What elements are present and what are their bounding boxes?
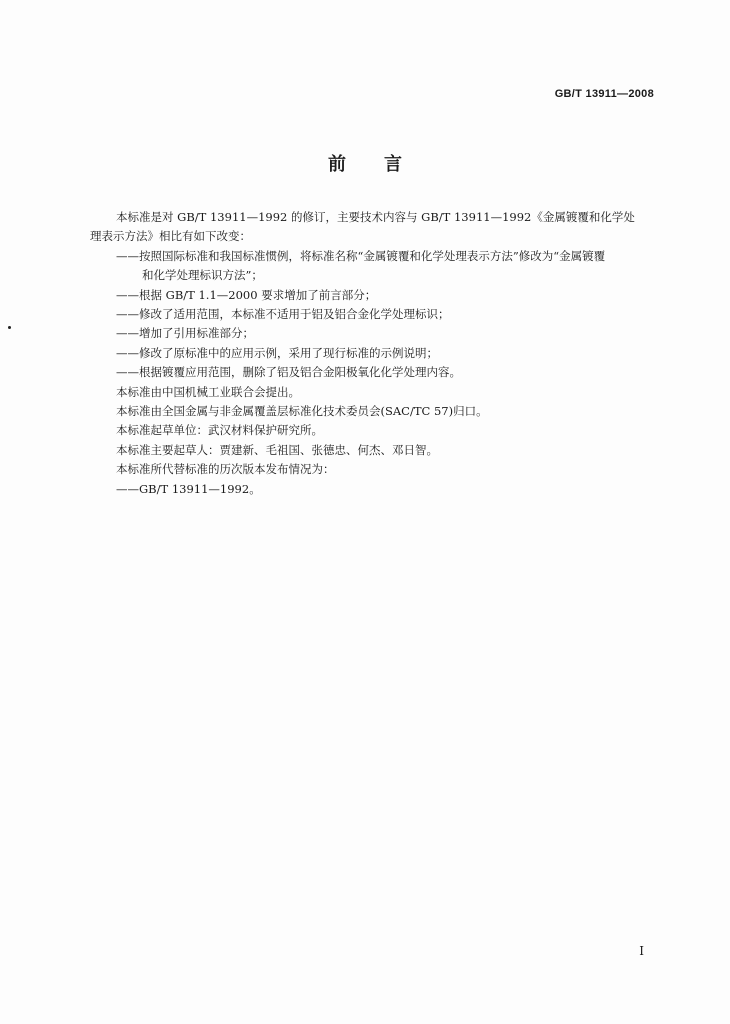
- change-item-name: ——按照国际标准和我国标准惯例，将标准名称“金属镀覆和化学处理表示方法”修改为“金属镀覆: [116, 248, 606, 263]
- page-number: I: [639, 944, 644, 958]
- page-title: 前言: [328, 154, 440, 175]
- intro-line-1: 本标准是对 GB/T 13911—1992 的修订，主要技术内容与 GB/T 13911—1992《金属镀覆和化学处: [116, 210, 635, 224]
- change-item-foreword: ——根据 GB/T 1.1—2000 要求增加了前言部分；: [116, 287, 377, 302]
- proposed-by: 本标准由中国机械工业联合会提出。: [116, 384, 300, 399]
- scan-mark: [8, 326, 11, 329]
- change-item-anodizing: ——根据镀覆应用范围，删除了铝及铝合金阳极氧化化学处理内容。: [116, 365, 461, 380]
- intro-line-2: 理表示方法》相比有如下改变：: [90, 229, 251, 244]
- standard-code: GB/T 13911—2008: [554, 88, 654, 100]
- change-item-examples: ——修改了原标准中的应用示例，采用了现行标准的示例说明；: [116, 345, 438, 360]
- change-item-references: ——增加了引用标准部分；: [116, 326, 254, 341]
- centralized-by: 本标准由全国金属与非金属覆盖层标准化技术委员会(SAC/TC 57)归口。: [116, 404, 488, 419]
- change-item-scope: ——修改了适用范围，本标准不适用于铝及铝合金化学处理标识；: [116, 307, 450, 322]
- foreword-body: [90, 208, 665, 499]
- history-item: ——GB/T 13911—1992。: [116, 481, 261, 496]
- history-intro: 本标准所代替标准的历次版本发布情况为：: [116, 462, 335, 477]
- change-item-name-cont: 和化学处理标识方法”；: [142, 268, 263, 283]
- drafting-unit: 本标准起草单位：武汉材料保护研究所。: [116, 423, 323, 438]
- drafters: 本标准主要起草人：贾建新、毛祖国、张德忠、何杰、邓日智。: [116, 442, 438, 457]
